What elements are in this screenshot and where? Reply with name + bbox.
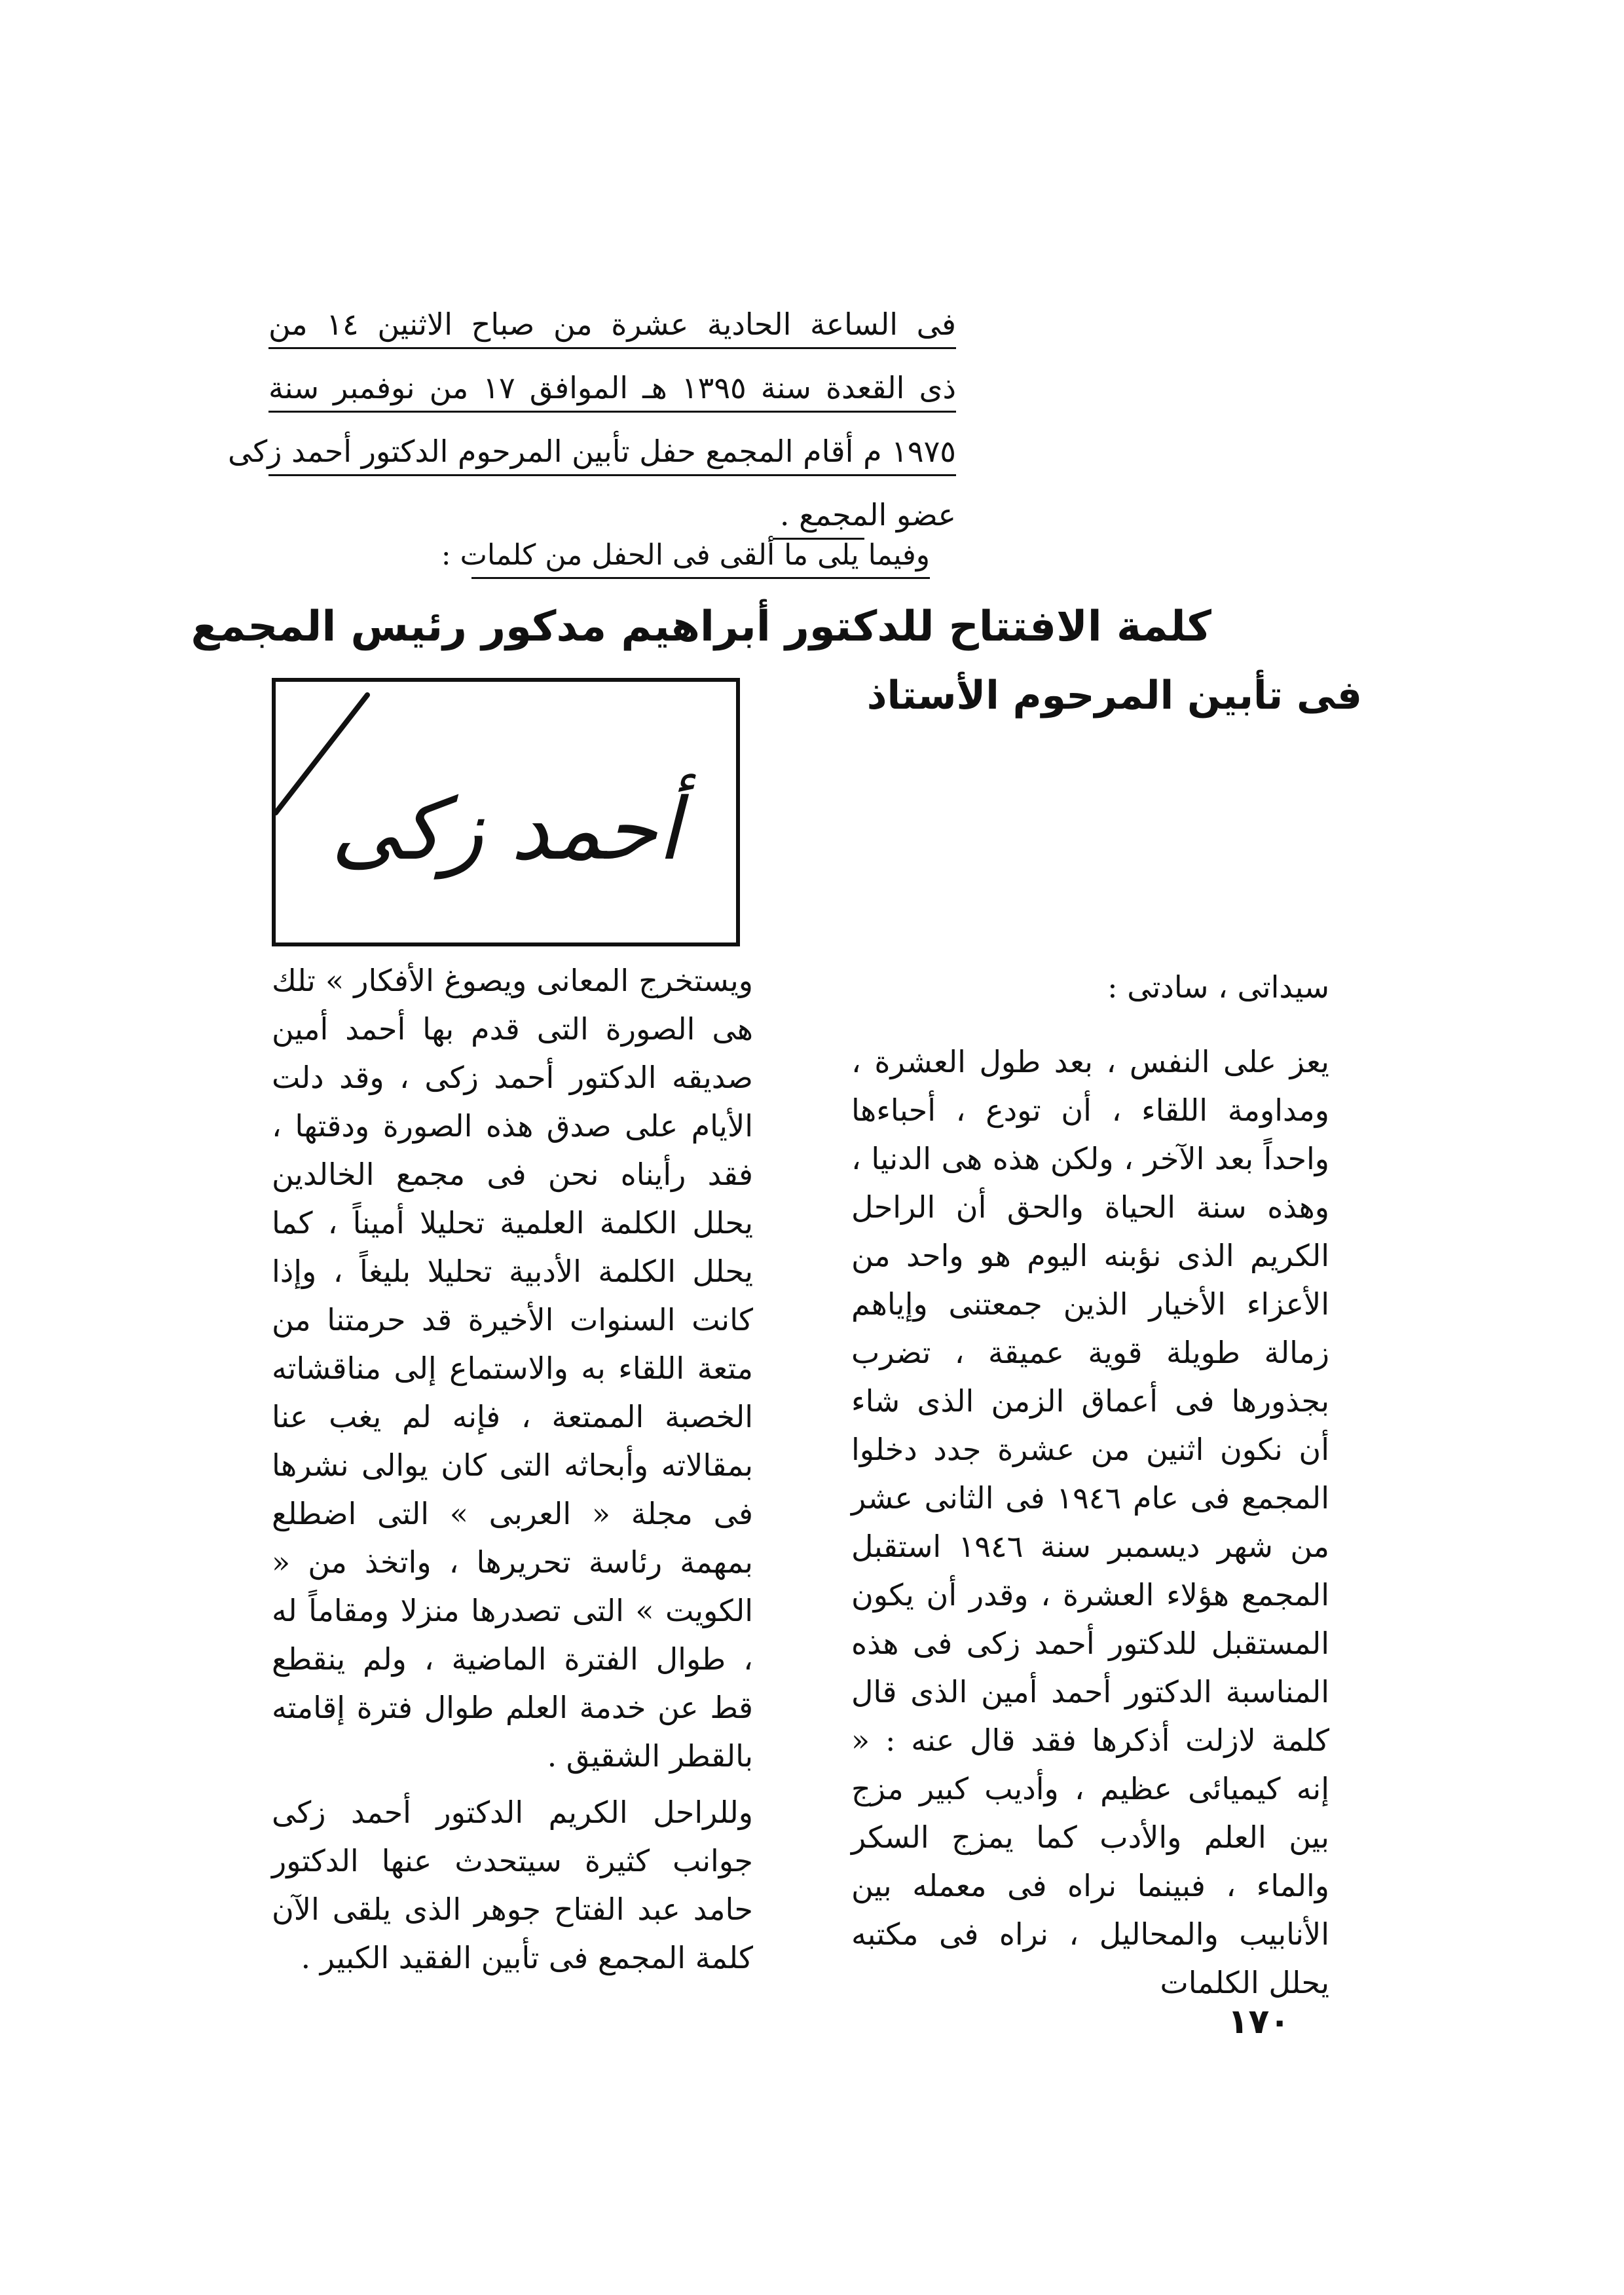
intro-line: ذى القعدة سنة ١٣٩٥ هـ الموافق ١٧ من نوفمبر سنة bbox=[268, 368, 956, 407]
intro-line: ١٩٧٥ م أقام المجمع حفل تأبين المرحوم الدكتور أحمد زكى bbox=[268, 432, 956, 471]
intro-line: فى الساعة الحادية عشرة من صباح الاثنين ١٤ من bbox=[268, 305, 956, 344]
name-calligraphy-box bbox=[272, 678, 740, 946]
paragraph-gap bbox=[272, 1780, 753, 1788]
body-paragraph: وللراحل الكريم الدكتور أحمد زكى جوانب كثيرة سيتحدث عنها الدكتور حامد عبد الفتاح جوهر الذى يلقى الآن كلمة المجمع فى تأبين الفقيد الكبير . bbox=[272, 1795, 753, 1975]
page-number: ١٧٠ bbox=[1227, 2002, 1290, 2042]
right-column bbox=[851, 963, 1329, 2007]
salutation: سيداتى ، سادتى : bbox=[1107, 969, 1329, 1005]
body-paragraph: يعز على النفس ، بعد طول العشرة ، ومداومة اللقاء ، أن تودع ، أحباءها واحداً بعد الآخر ، ولكن هذه هى الدنيا ، وهذه سنة الحياة والحق أن الراحل الكريم الذى نؤبنه اليوم هو واحد من الأعزاء الأخيار الذين جمعتنى وإياهم زمالة طويلة قوية عميقة ، تضرب بجذورها فى أعماق الزمن الذى شاء أن نكون اثنين من عشرة جدد دخلوا المجمع فى عام ١٩٤٦ فى الثانى عشر من شهر ديسمبر سنة ١٩٤٦ استقبل المجمع هؤلاء العشرة ، وقدر أن يكون المستقبل للدكتور أحمد زكى فى هذه المناسبة الدكتور أحمد أمين الذى قال كلمة لازلت أذكرها فقد قال عنه : « إنه كيميائى عظيم ، وأديب كبير مزج بين العلم والأدب كما يمزج السكر والماء ، فبينما نراه فى معمله بين الأنابيب والمحاليل ، نراه فى مكتبه يحلل الكلمات bbox=[851, 1044, 1329, 2000]
intro-block bbox=[228, 305, 956, 534]
headline: كلمة الافتتاح للدكتور أبراهيم مدكور رئيس المجمع bbox=[191, 603, 1211, 651]
left-column bbox=[272, 956, 753, 1982]
subheadline: فى تأبين المرحوم الأستاذ bbox=[866, 673, 1362, 718]
intro-line: عضو المجمع . bbox=[747, 495, 956, 534]
body-paragraph: ويستخرج المعانى ويصوغ الأفكار » تلك هى الصورة التى قدم بها أحمد أمين صديقه الدكتور أحمد زكى ، وقد دلت الأيام على صدق هذه الصورة ودقتها ، فقد رأيناه نحن فى مجمع الخالدين يحلل الكلمة العلمية تحليلا أميناً ، كما يحلل الكلمة الأدبية تحليلا بليغاً ، وإذا كانت السنوات الأخيرة قد حرمتنا من متعة اللقاء به والاستماع إلى مناقشاته الخصبة الممتعة ، فإنه لم يغب عنا بمقالاته وأبحاثه التى كان يوالى نشرها فى مجلة « العربى » التى اضطلع بمهمة رئاسة تحريرها ، واتخذ من « الكويت » التى تصدرها منزلا ومقاماً له ، طوال الفترة الماضية ، ولم ينقطع قط عن خدمة العلم طوال فترة إقامته بالقطر الشقيق . bbox=[272, 963, 753, 1774]
name-calligraphy: أحمد زكى bbox=[331, 779, 681, 879]
preface-line: وفيما يلى ما ألقى فى الحفل من كلمات : bbox=[471, 537, 930, 574]
